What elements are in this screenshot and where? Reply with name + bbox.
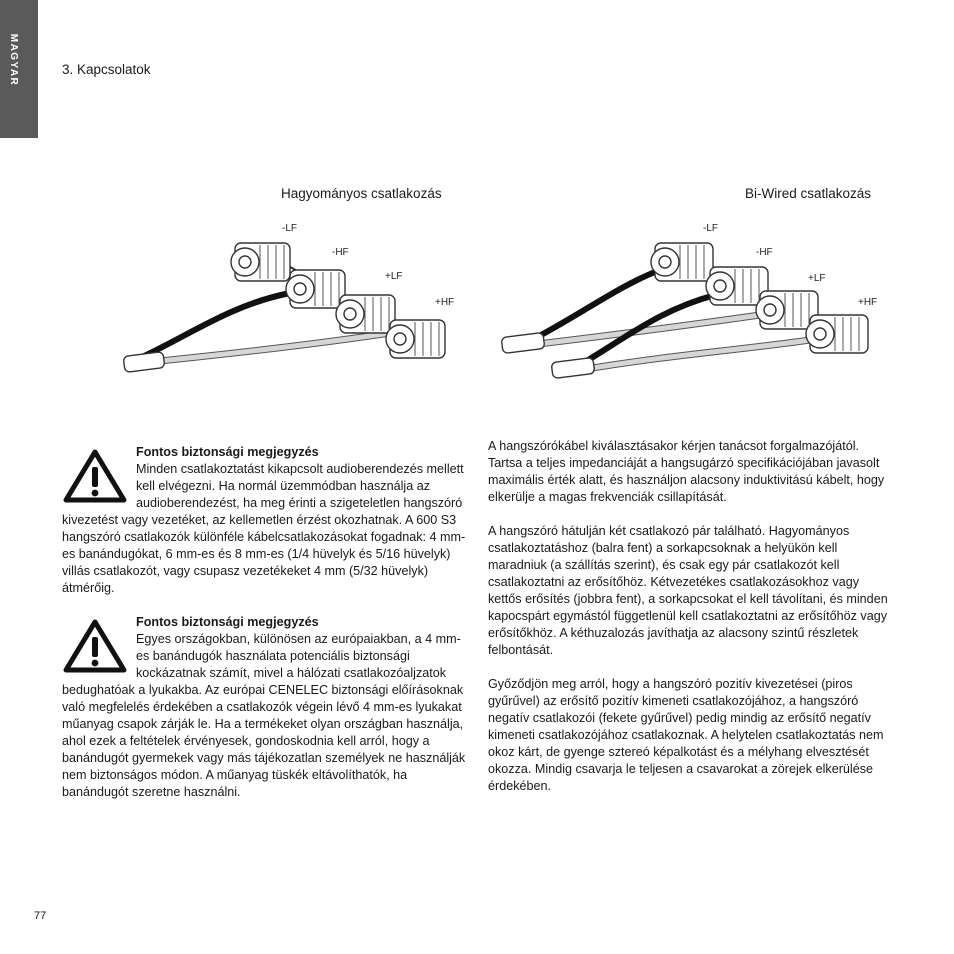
terminal-label-pos-lf: +LF: [808, 273, 826, 284]
terminal-label-pos-lf: +LF: [385, 271, 403, 282]
safety-warning-1: [62, 444, 472, 597]
terminal-label-pos-hf: +HF: [435, 297, 455, 308]
right-column-text: [488, 438, 896, 812]
terminal-label-neg-lf: -LF: [282, 223, 297, 234]
biwired-connection-title: Bi-Wired csatlakozás: [745, 186, 872, 201]
safety-warning-2: [62, 614, 472, 801]
terminal-label-neg-hf: -HF: [332, 247, 349, 258]
warning-triangle-icon: [62, 618, 128, 674]
terminal-label-neg-hf: -HF: [756, 247, 773, 258]
language-tab-label: MAGYAR: [8, 33, 19, 87]
warning-heading: Fontos biztonsági megjegyzés: [136, 615, 319, 629]
warning-triangle-icon: [62, 448, 128, 504]
paragraph-cable-selection: A hangszórókábel kiválasztásakor kérjen tanácsot forgalmazójától. Tartsa a teljes impedanciáját a hangsugárzó specifikációjában javasolt maximális érték alatt, és használjon alacsony induktivitású kábelt, hogy elkerülje a magas frekvenciák csillapítását.: [488, 439, 885, 504]
warning-body: Minden csatlakoztatást kikapcsolt audioberendezés mellett kell elvégezni. Ha normál üzemmódban használja az audioberendezést, ha meg érinti a szigeteletlen hangszóró kivezetést vagy vezetéket, az kellemetlen érzést okozhatnak. A 600 S3 hangszóró csatlakozók különféle kábelcsatlakozásokat fogadnak: 4 mm-es banándugókat, 6 mm-es és 8 mm-es (1/4 hüvelyk és 5/16 hüvelyk) villás csatlakozót, vagy csupasz vezetékeket 4 mm (5/32 hüvelyk) átmérőig.: [62, 462, 466, 595]
terminal-label-neg-lf: -LF: [703, 223, 718, 234]
standard-connection-title: Hagyományos csatlakozás: [281, 186, 442, 201]
terminal-label-pos-hf: +HF: [858, 297, 878, 308]
paragraph-terminal-pairs: A hangszóró hátulján két csatlakozó pár található. Hagyományos csatlakoztatáshoz (balra fent) a sorkapcsoknak a helyükön kell maradniuk (a szállítás szerint), és csak egy pár csatlakozót kell csatlakoztatni az erősítőhöz. Kétvezetékes csatlakozásokhoz vagy kettős erősítés (jobbra fent), a sorkapcsokat el kell távolítani, és minden kapocspárt egymástól függetlenül kell csatlakoztatni az erősítőhöz vagy erősítőkhöz. A kéthuzalozás javíthatja az alacsony szintű részletek felbontását.: [488, 524, 888, 657]
warning-heading: Fontos biztonsági megjegyzés: [136, 445, 319, 459]
section-title: 3. Kapcsolatok: [62, 62, 151, 77]
biwired-connection-diagram: [490, 215, 890, 385]
warning-body: Egyes országokban, különösen az európaiakban, a 4 mm-es banándugók használata potenciális biztonsági kockázatnak számít, mivel a hálózati csatlakozóaljzatok bedughatóak a lyukakba. Az európai CENELEC biztonsági előírásoknak való megfelelés érdekében a csatlakozók végein lévő 4 mm-es lyukakat műanyag csapok zárják le. Ha a termékeket olyan országban használja, ahol ezek a feltételek érvényesek, gondoskodnia kell arról, hogy a banándugót gyermekek vagy más tájékozatlan személyek ne használják nem biztonságos módon. A műanyag tüskék eltávolíthatók, ha banándugót szeretne használni.: [62, 632, 466, 799]
page-number: 77: [34, 910, 47, 922]
paragraph-polarity: Győződjön meg arról, hogy a hangszóró pozitív kivezetései (piros gyűrűvel) az erősítő pozitív kimeneti csatlakozójához, a hangszóró negatív csatlakozói (fekete gyűrűvel) pedig mindig az erősítő negatív kimeneti csatlakozójához csatlakoznak. A helytelen csatlakoztatás nem okoz kárt, de gyenge sztereó képalkotást és a mélyhang elvesztését okozza. Mindig csavarja le teljesen a csavarokat a zörejek elkerülése érdekében.: [488, 677, 884, 793]
standard-connection-diagram: [110, 215, 480, 385]
language-tab: [0, 0, 38, 138]
